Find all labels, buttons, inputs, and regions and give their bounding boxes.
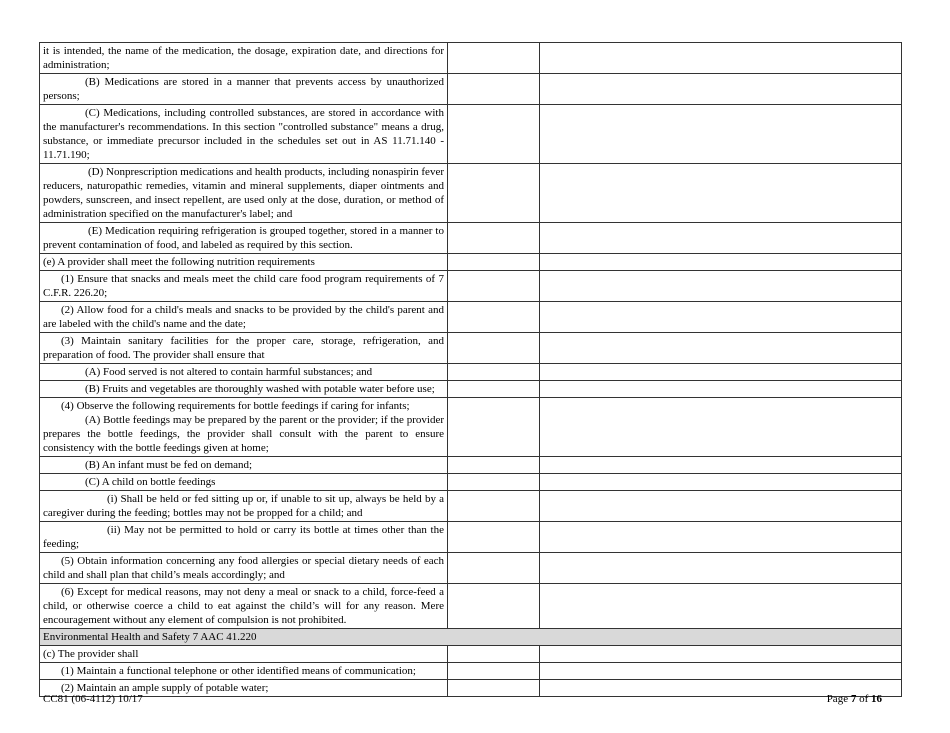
requirement-cell (40, 105, 448, 164)
table-row (40, 680, 902, 697)
table-row (40, 164, 902, 223)
compliance-cell[interactable] (448, 522, 540, 553)
requirement-cell (40, 302, 448, 333)
table-row (40, 74, 902, 105)
comments-cell[interactable] (540, 584, 902, 629)
compliance-cell[interactable] (448, 474, 540, 491)
requirement-cell (40, 553, 448, 584)
requirement-text: it is intended, the name of the medication, the dosage, expiration date, and directions for administration; (43, 45, 444, 71)
compliance-cell[interactable] (448, 381, 540, 398)
comments-cell[interactable] (540, 333, 902, 364)
requirement-text: (1) Maintain a functional telephone or other identified means of communication; (61, 665, 416, 677)
table-row (40, 474, 902, 491)
comments-cell[interactable] (540, 522, 902, 553)
requirement-text: (4) Observe the following requirements for bottle feedings if caring for infants; (61, 400, 410, 412)
comments-cell[interactable] (540, 646, 902, 663)
requirement-text: (B) An infant must be fed on demand; (85, 459, 253, 471)
requirement-cell (40, 457, 448, 474)
requirement-cell (40, 271, 448, 302)
table-row (40, 646, 902, 663)
requirement-text: (E) Medication requiring refrigeration is grouped together, stored in a manner to prevent contamination of food, and labeled as required by this section. (43, 225, 444, 251)
requirement-text: (6) Except for medical reasons, may not deny a meal or snack to a child, force-feed a child, or otherwise coerce a child to eat against the child’s will for any reason. Mere encouragement without any element of compulsion is not prohibited. (43, 586, 444, 626)
table-row (40, 43, 902, 74)
compliance-cell[interactable] (448, 364, 540, 381)
comments-cell[interactable] (540, 74, 902, 105)
section-header-row (40, 629, 902, 646)
requirement-cell (40, 254, 448, 271)
table-row (40, 553, 902, 584)
compliance-cell[interactable] (448, 457, 540, 474)
requirement-text: (A) Food served is not altered to contain harmful substances; and (85, 366, 373, 378)
requirement-cell (40, 74, 448, 105)
requirement-cell (40, 364, 448, 381)
section-header: Environmental Health and Safety 7 AAC 41.220 (40, 629, 902, 646)
table-row (40, 398, 902, 457)
requirement-cell (40, 646, 448, 663)
comments-cell[interactable] (540, 223, 902, 254)
comments-cell[interactable] (540, 164, 902, 223)
comments-cell[interactable] (540, 491, 902, 522)
comments-cell[interactable] (540, 398, 902, 457)
requirement-text: (ii) May not be permitted to hold or carry its bottle at times other than the feeding; (43, 524, 444, 550)
comments-cell[interactable] (540, 105, 902, 164)
comments-cell[interactable] (540, 43, 902, 74)
compliance-cell[interactable] (448, 663, 540, 680)
table-row (40, 271, 902, 302)
compliance-cell[interactable] (448, 646, 540, 663)
page-current: 7 (850, 693, 857, 705)
table-row (40, 333, 902, 364)
comments-cell[interactable] (540, 381, 902, 398)
comments-cell[interactable] (540, 457, 902, 474)
requirement-text: (i) Shall be held or fed sitting up or, if unable to sit up, always be held by a caregiver during the feeding; bottles may not be propped for a child; and (43, 493, 444, 519)
comments-cell[interactable] (540, 474, 902, 491)
requirement-text: (3) Maintain sanitary facilities for the proper care, storage, refrigeration, and preparation of food. The provider shall ensure that (43, 335, 444, 361)
comments-cell[interactable] (540, 663, 902, 680)
comments-cell[interactable] (540, 254, 902, 271)
compliance-cell[interactable] (448, 74, 540, 105)
requirement-text: (B) Fruits and vegetables are thoroughly washed with potable water before use; (85, 383, 435, 395)
compliance-cell[interactable] (448, 105, 540, 164)
comments-cell[interactable] (540, 364, 902, 381)
requirement-cell (40, 164, 448, 223)
comments-cell[interactable] (540, 553, 902, 584)
compliance-cell[interactable] (448, 254, 540, 271)
table-row (40, 491, 902, 522)
checklist-table (39, 42, 902, 697)
page-of: of (856, 693, 871, 705)
requirement-text: (2) Allow food for a child's meals and snacks to be provided by the child's parent and are labeled with the child's name and the date; (43, 304, 444, 330)
page-number (827, 693, 882, 705)
table-row (40, 105, 902, 164)
compliance-cell[interactable] (448, 223, 540, 254)
compliance-cell[interactable] (448, 164, 540, 223)
requirement-cell (40, 43, 448, 74)
requirement-cell (40, 333, 448, 364)
table-row (40, 254, 902, 271)
requirement-text: (2) Maintain an ample supply of potable water; (61, 682, 269, 694)
table-row (40, 302, 902, 333)
compliance-cell[interactable] (448, 553, 540, 584)
table-row (40, 223, 902, 254)
requirement-text: (e) A provider shall meet the following nutrition requirements (43, 256, 315, 268)
compliance-cell[interactable] (448, 398, 540, 457)
compliance-cell[interactable] (448, 302, 540, 333)
requirement-text: (1) Ensure that snacks and meals meet the child care food program requirements of 7 C.F.R. 226.20; (43, 273, 444, 299)
requirement-text: (C) Medications, including controlled substances, are stored in accordance with the manufacturer's recommendations. In this section "controlled substance" means a drug, substance, or immediate precursor included in the schedules set out in AS 11.71.140 - 11.71.190; (43, 107, 444, 161)
page-total: 16 (871, 693, 882, 705)
requirement-text: (D) Nonprescription medications and health products, including nonaspirin fever reducers, naturopathic remedies, vitamin and mineral supplements, diaper ointments and powders, sunscreen, and insect repellent, are used only at the dose, duration, or method of administration specified on the manufacturer's label; and (43, 166, 444, 220)
compliance-cell[interactable] (448, 680, 540, 697)
table-row (40, 522, 902, 553)
requirement-cell (40, 474, 448, 491)
requirement-cell (40, 522, 448, 553)
requirement-text: (c) The provider shall (43, 648, 139, 660)
compliance-cell[interactable] (448, 491, 540, 522)
form-id: CC81 (06-4112) 10/17 (43, 693, 143, 705)
requirement-cell (40, 663, 448, 680)
requirement-cell (40, 584, 448, 629)
page-prefix: Page (826, 693, 851, 705)
table-row (40, 663, 902, 680)
requirement-cell (40, 381, 448, 398)
requirement-cell (40, 398, 448, 457)
table-row (40, 457, 902, 474)
requirement-text: (B) Medications are stored in a manner that prevents access by unauthorized persons; (43, 76, 444, 102)
compliance-cell[interactable] (448, 271, 540, 302)
requirement-text: (A) Bottle feedings may be prepared by the parent or the provider; if the provider prepares the bottle feedings, the provider shall consult with the parent to ensure consistency with the bottle feedings given at home; (43, 414, 444, 454)
compliance-cell[interactable] (448, 584, 540, 629)
compliance-cell[interactable] (448, 333, 540, 364)
comments-cell[interactable] (540, 271, 902, 302)
requirement-text: (5) Obtain information concerning any food allergies or special dietary needs of each child and shall plan that child’s meals accordingly; and (43, 555, 444, 581)
comments-cell[interactable] (540, 302, 902, 333)
table-row (40, 584, 902, 629)
requirement-cell (40, 491, 448, 522)
table-row (40, 381, 902, 398)
compliance-cell[interactable] (448, 43, 540, 74)
requirement-text: (C) A child on bottle feedings (85, 476, 216, 488)
table-row (40, 364, 902, 381)
requirement-cell (40, 223, 448, 254)
